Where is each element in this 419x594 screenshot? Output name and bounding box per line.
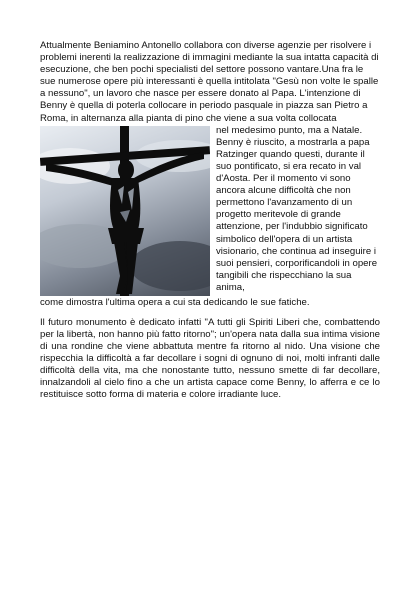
monument-text: Il futuro monumento è dedicato infatti "A tutti gli Spiriti Liberi che, combattendo per la libertà, non hanno più fatto ritorno"; un'opera nata dalla sua intima visione di una rondine che viene abbattuta mentre fa ritorno al nido. Una visione che rispecchia la difficoltà a far decollare i sogni di ognuno di noi, molti infranti dalle difficoltà della vita, ma che nonostante tutto, nessuno smette di far decollare, innalzandoli al cielo fino a che un artista capace come Benny, lo afferra e ce lo restituisce sotto forma di materia e colore irradiante luce. (40, 316, 380, 401)
wrapped-text: nel medesimo punto, ma a Natale. Benny è riuscito, a mostrarla a papa Ratzinger quando questi, durante il suo pontificato, si era recato in val d'Aosta. Per il momento vi sono ancora alcune difficoltà che non permettono l'avanzamento di un progetto meritevole di grande attenzione, per l'indubbio significato simbolico dell'opera di un artista visionario, che continua ad inseguire i suoi pensieri, corporificandoli in opere tangibili che rispecchiano la sua anima, (216, 124, 378, 293)
paragraph-closing (40, 297, 380, 309)
crucifix-photo (40, 126, 210, 296)
intro-text: Attualmente Beniamino Antonello collabora con diverse agenzie per risolvere i problemi inerenti la realizzazione di immagini mediante la sua intatta capacità di esecuzione, che ben pochi specialisti del settore possono vantare.Una fra le sue numerose opere più interessanti è quella intitolata "Gesù non volte le spalle a nessuno", un lavoro che nasce per essere donato al Papa. L'intenzione di Benny è quella di poterla collocare in periodo pasquale in piazza san Pietro a Roma, in alternanza alla pianta di pino che viene a sua volta collocata (40, 40, 379, 124)
paragraph-spacer (40, 309, 380, 317)
closing-text: come dimostra l'ultima opera a cui sta dedicando le sue fatiche. (40, 296, 310, 308)
article-body (40, 40, 380, 401)
paragraph-intro (40, 40, 380, 125)
crucifix-silhouette (40, 126, 210, 296)
paragraph-monument (40, 317, 380, 402)
